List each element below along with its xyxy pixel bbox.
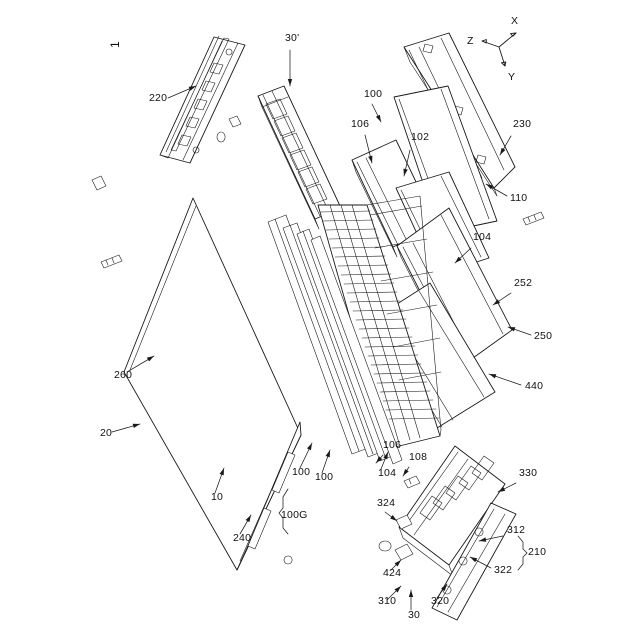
numeral-100G: 100G — [281, 509, 308, 521]
numeral-424: 424 — [383, 567, 402, 579]
leader-arrow-440 — [489, 374, 496, 378]
numeral-250: 250 — [534, 330, 553, 342]
numeral-102: 102 — [411, 131, 430, 143]
axis-x-label: X — [511, 15, 519, 27]
numeral-10: 10 — [211, 491, 224, 503]
axis-z-label: Z — [467, 35, 474, 47]
part-260-bottom-plate — [124, 198, 301, 570]
numeral-104: 104 — [473, 231, 492, 243]
numeral-312: 312 — [507, 524, 526, 536]
numeral-104: 104 — [378, 467, 397, 479]
leader-arrow-100 — [376, 115, 381, 122]
figure-mark-text: 1 — [108, 41, 122, 48]
numeral-100: 100 — [364, 88, 383, 100]
numeral-108: 108 — [409, 451, 428, 463]
numeral-30': 30' — [285, 32, 300, 44]
numeral-106: 106 — [351, 118, 370, 130]
numeral-260: 260 — [114, 369, 133, 381]
leader-arrow-30' — [288, 79, 292, 86]
numeral-230: 230 — [513, 118, 532, 130]
leader-arrow-100 — [326, 450, 330, 457]
numeral-100: 100 — [292, 466, 311, 478]
numeral-330: 330 — [519, 467, 538, 479]
numeral-322: 322 — [494, 564, 513, 576]
figure-mark — [108, 41, 122, 48]
numeral-20: 20 — [100, 427, 113, 439]
leader-arrow-100 — [307, 443, 312, 450]
leader-arrow-324 — [390, 515, 397, 521]
numeral-240: 240 — [233, 532, 252, 544]
axis-indicator — [467, 15, 518, 83]
numeral-106: 106 — [383, 439, 402, 451]
numeral-252: 252 — [514, 277, 533, 289]
numeral-324: 324 — [377, 497, 396, 509]
numeral-310: 310 — [378, 595, 397, 607]
numeral-100: 100 — [315, 471, 334, 483]
numeral-320: 320 — [431, 595, 450, 607]
leader-arrow-108 — [403, 469, 409, 476]
numeral-30: 30 — [408, 609, 421, 621]
axis-y-label: Y — [508, 71, 516, 83]
bracket-210 — [518, 536, 527, 570]
leader-arrow-20 — [133, 424, 140, 428]
numeral-220: 220 — [149, 92, 168, 104]
numeral-440: 440 — [525, 380, 544, 392]
part-220-side-bracket — [160, 36, 245, 163]
leader-arrow-30 — [409, 590, 413, 597]
numeral-110: 110 — [510, 192, 528, 204]
numeral-210: 210 — [528, 546, 547, 558]
